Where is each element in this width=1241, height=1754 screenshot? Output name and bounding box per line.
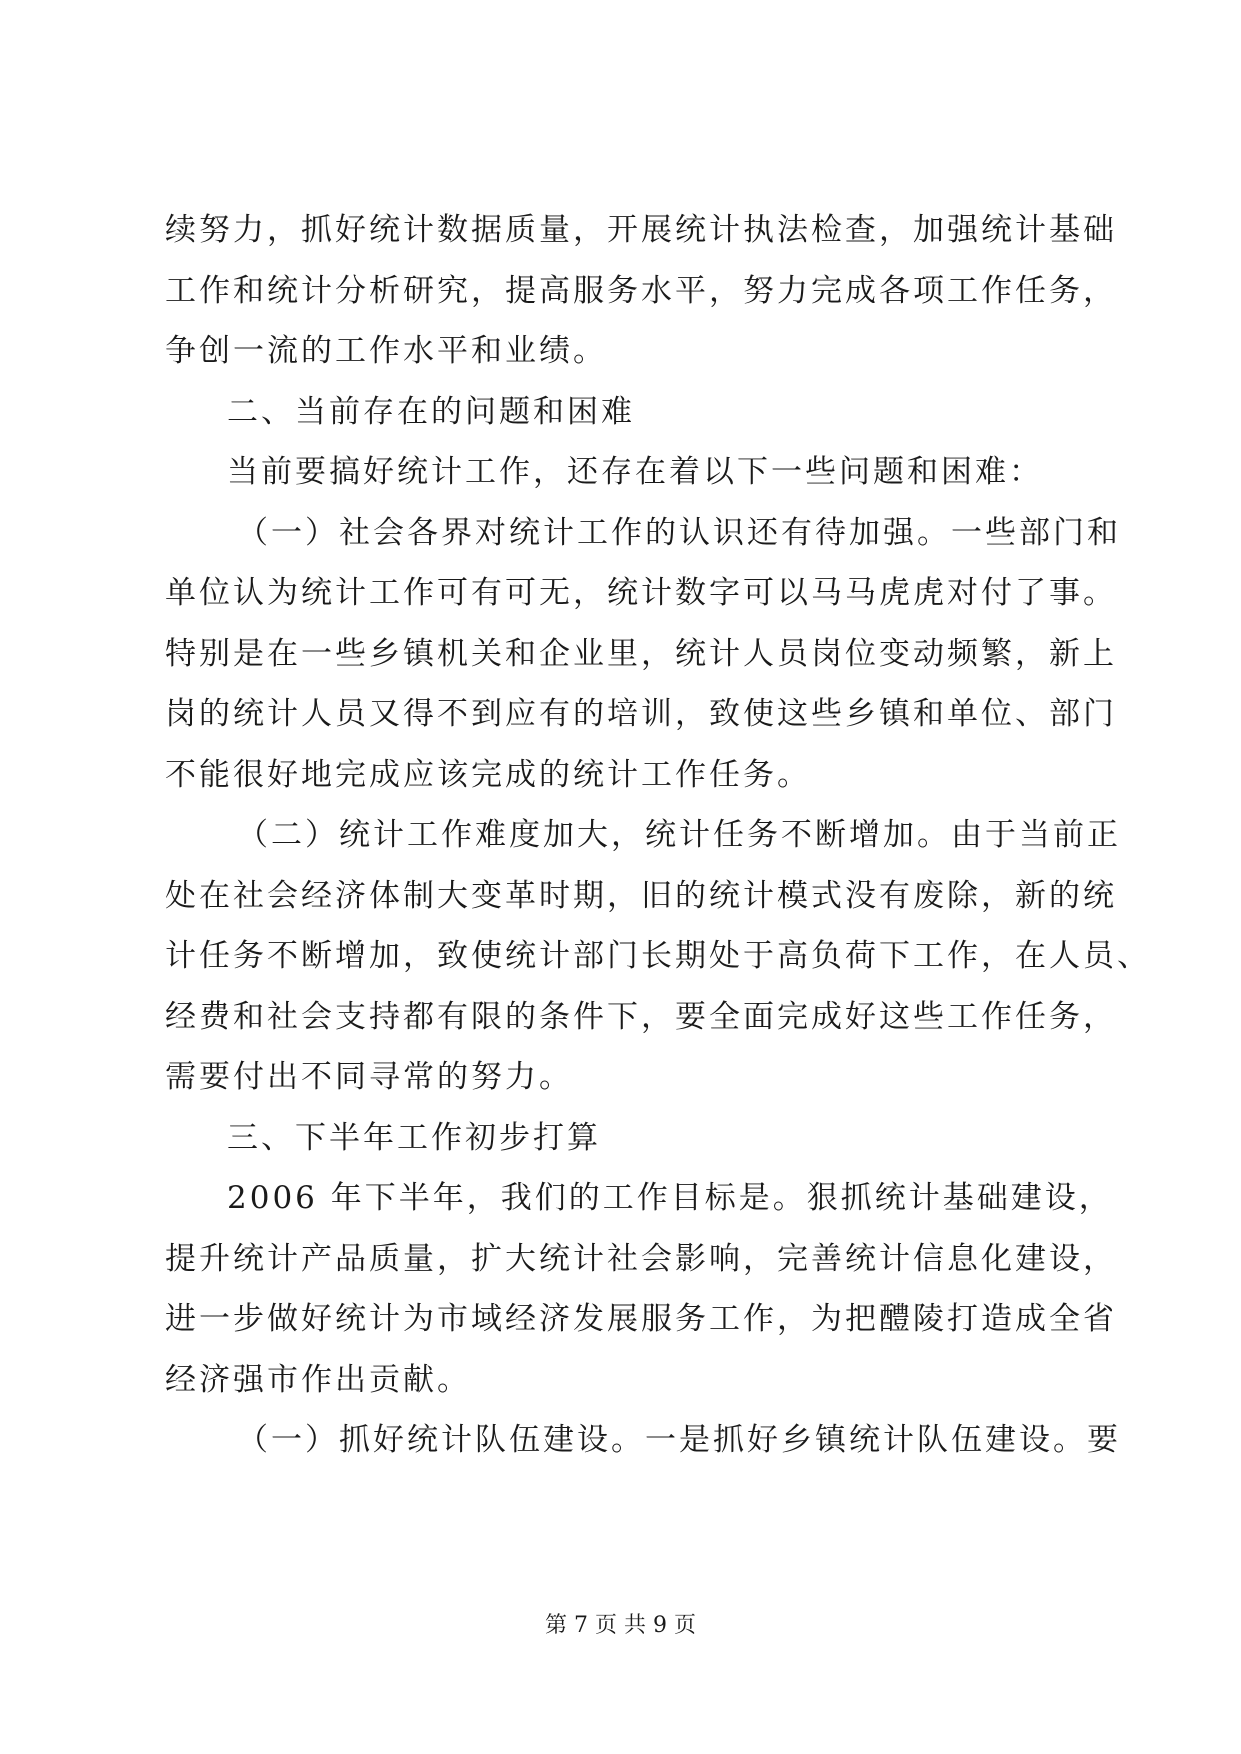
paragraph-line: 经费和社会支持都有限的条件下，要全面完成好这些工作任务，: [165, 998, 1117, 1035]
page-number-label: 第 7 页 共 9 页: [545, 1613, 696, 1638]
paragraph-line: 续努力，抓好统计数据质量，开展统计执法检查，加强统计基础: [165, 212, 1117, 248]
paragraph-line: 工作和统计分析研究，提高服务水平，努力完成各项工作任务，: [165, 272, 1117, 309]
body-text: [165, 200, 1151, 1471]
paragraph-line: 经济强市作出贡献。: [165, 1361, 471, 1398]
paragraph-line: 2006 年下半年，我们的工作目标是。狠抓统计基础建设，: [227, 1180, 1113, 1216]
paragraph-line: 处在社会经济体制大变革时期，旧的统计模式没有废除，新的统: [165, 877, 1117, 914]
subsection-line: （二）统计工作难度加大，统计任务不断增加。由于当前正: [237, 817, 1121, 853]
section-heading: 二、当前存在的问题和困难: [227, 393, 635, 430]
paragraph-line: 需要付出不同寻常的努力。: [165, 1059, 573, 1095]
paragraph-line: 单位认为统计工作可有可无，统计数字可以马马虎虎对付了事。: [165, 575, 1117, 611]
paragraph-line: 计任务不断增加，致使统计部门长期处于高负荷下工作，在人员、: [165, 938, 1151, 974]
paragraph-line: 岗的统计人员又得不到应有的培训，致使这些乡镇和单位、部门: [165, 696, 1117, 732]
section-heading: 三、下半年工作初步打算: [227, 1119, 601, 1156]
paragraph-line: 当前要搞好统计工作，还存在着以下一些问题和困难：: [227, 454, 1043, 490]
paragraph-line: 争创一流的工作水平和业绩。: [165, 333, 607, 369]
paragraph-line: 不能很好地完成应该完成的统计工作任务。: [165, 756, 811, 793]
subsection-line: （一）抓好统计队伍建设。一是抓好乡镇统计队伍建设。要: [237, 1422, 1121, 1458]
subsection-line: （一）社会各界对统计工作的认识还有待加强。一些部门和: [237, 514, 1121, 551]
page-footer: [0, 1612, 1241, 1640]
paragraph-line: 进一步做好统计为市域经济发展服务工作，为把醴陵打造成全省: [165, 1301, 1117, 1337]
paragraph-line: 提升统计产品质量，扩大统计社会影响，完善统计信息化建设，: [165, 1240, 1117, 1277]
paragraph-line: 特别是在一些乡镇机关和企业里，统计人员岗位变动频繁，新上: [165, 635, 1117, 672]
